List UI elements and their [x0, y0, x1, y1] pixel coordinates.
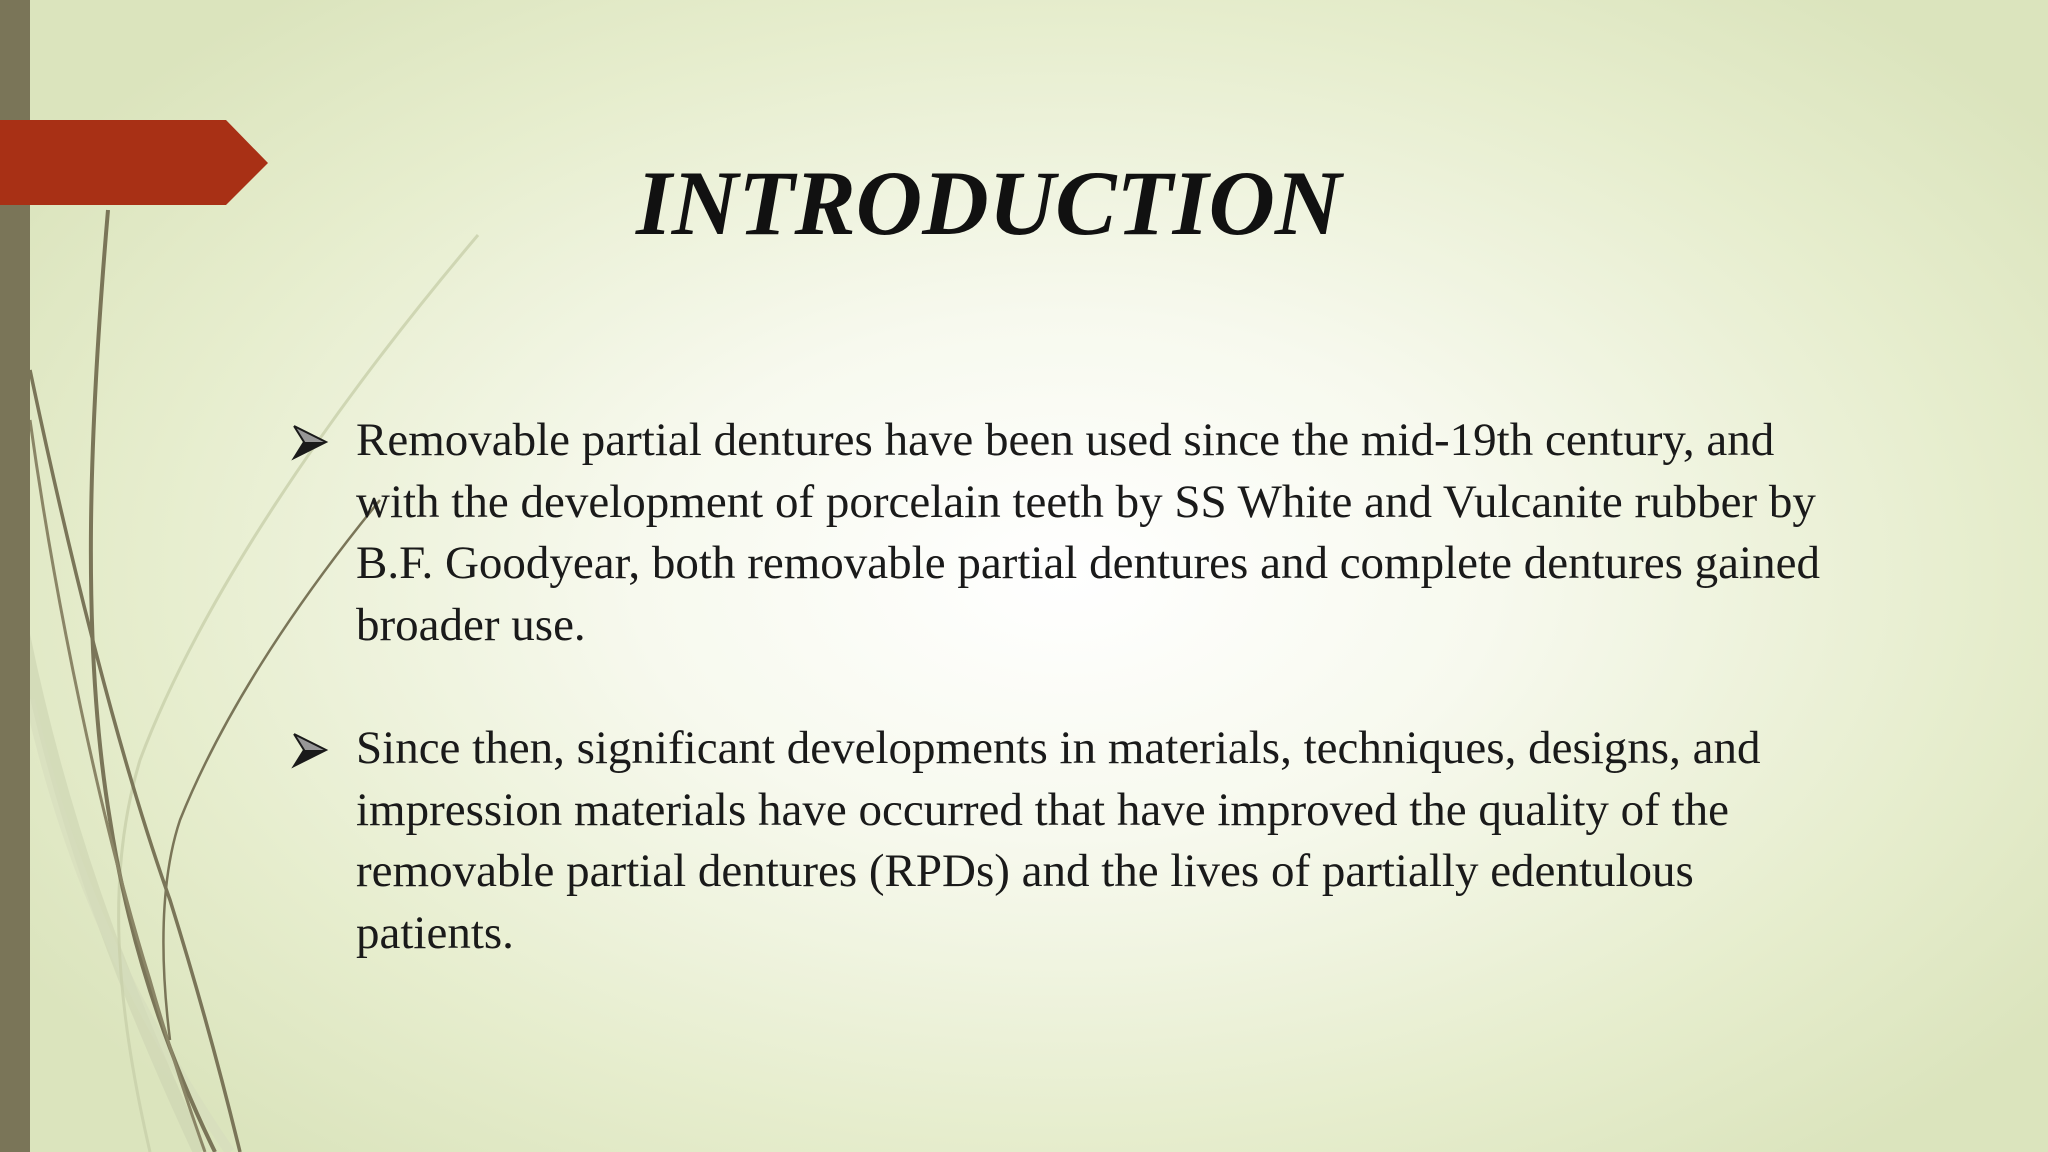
bullet-text: Removable partial dentures have been used since the mid-19th century, and with the development of porcelain teeth by SS White and Vulcanite rubber by B.F. Goodyear, both removable partial dentures and complete dentures gained broader use.: [356, 414, 1820, 651]
list-item: [290, 718, 1850, 964]
accent-arrow-shape: [0, 0, 300, 220]
arrowhead-bullet-icon: [290, 422, 330, 462]
bullet-list: [290, 410, 1850, 1026]
slide-title: INTRODUCTION: [636, 152, 1342, 254]
arrowhead-bullet-icon: [290, 730, 330, 770]
bullet-text: Since then, significant developments in materials, techniques, designs, and impression materials have occurred that have improved the quality of the removable partial dentures (RPDs) and the lives of partially edentulous patients.: [356, 722, 1761, 959]
title-container: [636, 148, 1356, 258]
list-item: [290, 410, 1850, 656]
